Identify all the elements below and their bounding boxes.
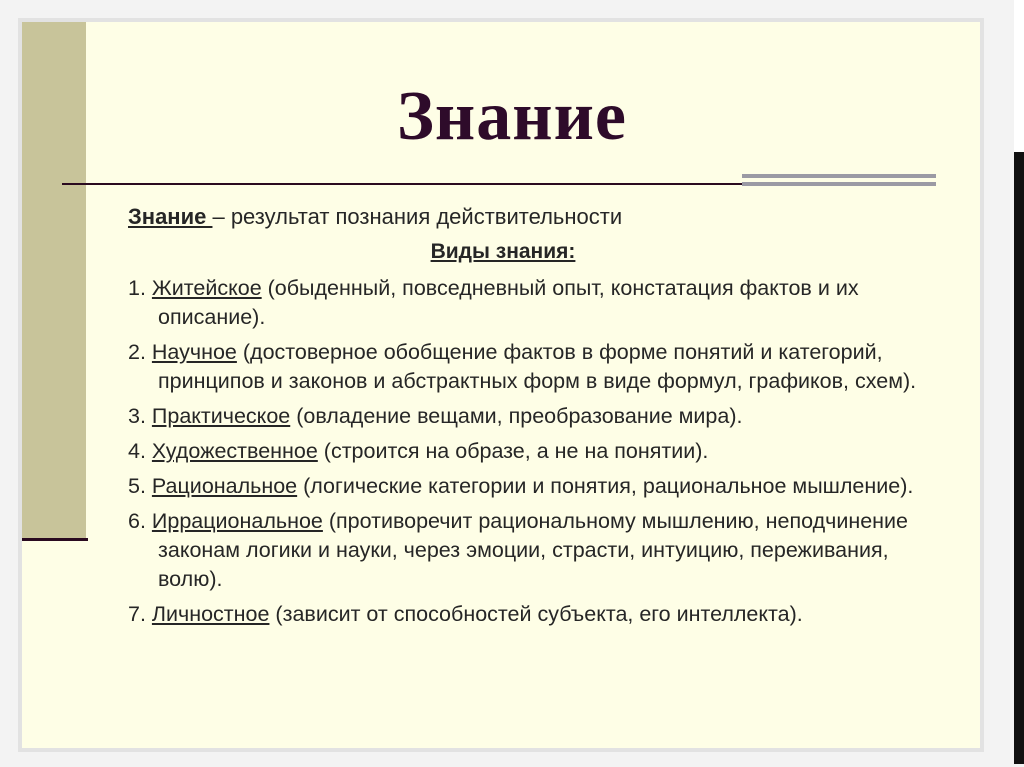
item-number: 1. (128, 276, 152, 300)
item-number: 3. (128, 404, 152, 428)
kinds-list (128, 274, 928, 629)
list-item (128, 472, 928, 501)
item-name: Практическое (151, 404, 291, 428)
item-description: (обыденный, повседневный опыт, констатация фактов и их описание). (158, 276, 859, 329)
list-item (128, 274, 928, 332)
item-description: (достоверное обобщение фактов в форме понятий и категорий, принципов и законов и абстрактных форм в виде формул, графиков, схем). (158, 340, 917, 393)
item-number: 4. (128, 439, 152, 463)
list-item (128, 507, 928, 594)
slide-content (128, 202, 928, 635)
item-description: (овладение вещами, преобразование мира). (290, 404, 743, 428)
item-name: Личностное (151, 602, 270, 626)
slide-title: Знание (396, 78, 627, 155)
list-item (128, 437, 928, 466)
item-description: (противоречит рациональному мышлению, неподчинение законам логики и науки, через эмоции, страсти, интуицию, переживания, волю). (158, 509, 909, 591)
item-description: (логические категории и понятия, рациональное мышление). (297, 474, 914, 498)
item-description: (зависит от способностей субъекта, его интеллекта). (269, 602, 803, 626)
definition-text: – результат познания действительности (212, 204, 623, 229)
list-item (128, 600, 928, 629)
accent-bars (742, 174, 936, 190)
item-number: 6. (128, 509, 152, 533)
list-item (128, 338, 928, 396)
accent-bar (742, 174, 936, 178)
item-number: 7. (128, 602, 152, 626)
item-name: Рациональное (151, 474, 298, 498)
left-decor-line (22, 538, 88, 541)
item-description: (строится на образе, а не на понятии). (317, 439, 709, 463)
item-name: Иррациональное (151, 509, 323, 533)
right-edge-dark (1014, 152, 1024, 764)
kinds-heading: Виды знания: (430, 240, 576, 263)
list-item (128, 402, 928, 431)
item-name: Научное (151, 340, 237, 364)
item-number: 2. (128, 340, 152, 364)
item-name: Художественное (151, 439, 318, 463)
item-number: 5. (128, 474, 152, 498)
definition (128, 202, 928, 231)
definition-term: Знание (128, 204, 213, 229)
accent-bar (742, 182, 936, 186)
item-name: Житейское (151, 276, 262, 300)
